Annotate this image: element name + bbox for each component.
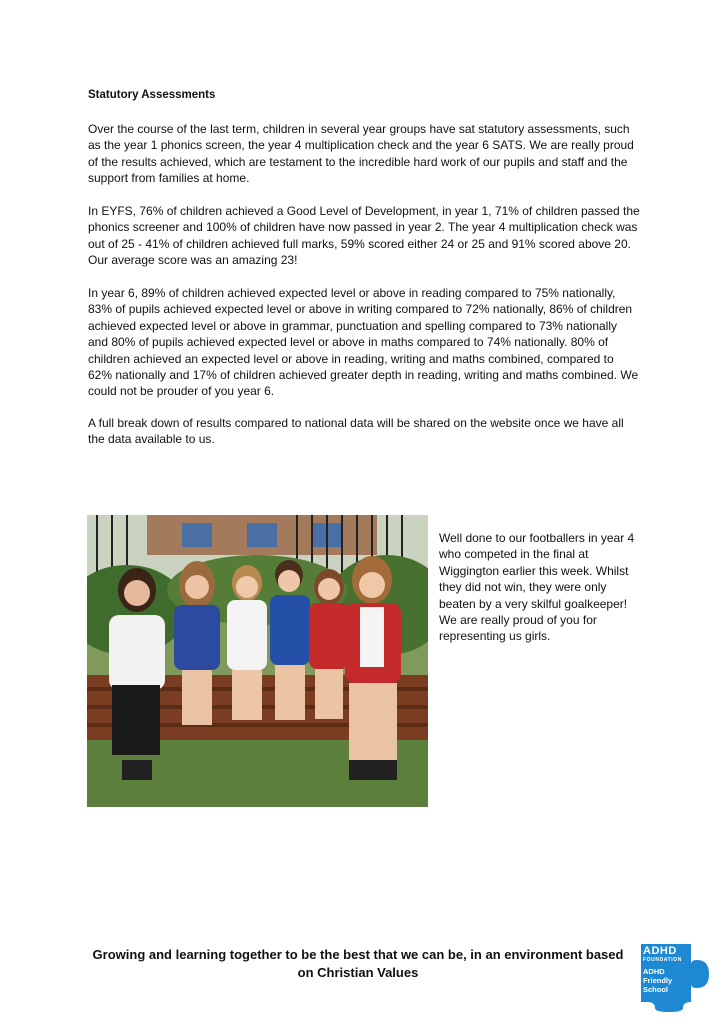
paragraph-eyfs-results: In EYFS, 76% of children achieved a Good Level of Development, in year 1, 71% of children passed the phonics screener and 100% of children have now passed in year 2. The year 4 multiplication check was out of 25 - 41% of children achieved full marks, 59% scored either 24 or 25 and 91% scored above 20. Our average score was an amazing 23! [88,204,640,268]
badge-line-2: Friendly [643,976,673,985]
footballers-team-photo [87,515,428,807]
badge-subtitle: FOUNDATION [643,957,682,963]
paragraph-year6-results: In year 6, 89% of children achieved expected level or above in reading compared to 75% nationally, 83% of pupils achieved expected level or above in writing compared to 72% nationally, 86% of children achieved expected level or above in grammar, punctuation and spelling compared to 73% nationally and 80% of pupils achieved expected level or above in maths compared to 74% nationally. 80% of children achieved an expected level or above in reading, writing and maths combined, compared to 62% nationally and 17% of children achieved greater depth in reading, writing and maths combined. We could not be prouder of you year 6. [88,286,639,399]
photo-caption: Well done to our footballers in year 4 who competed in the final at Wiggington earlier this week. Whilst they did not win, they were only beaten by a very skilful goalkeeper! We are really proud of you for representing us girls. [439,531,635,644]
badge-line-3: School [643,985,669,994]
paragraph-intro: Over the course of the last term, children in several year groups have sat statutory assessments, such as the year 1 phonics screen, the year 4 multiplication check and the year 6 SATS. We are really proud of the results achieved, which are testament to the incredible hard work of our pupils and staff and the support from families at home. [88,122,634,186]
section-heading: Statutory Assessments [88,89,216,101]
paragraph-full-results-note: A full break down of results compared to national data will be shared on the website once we have all the data available to us. [88,416,624,447]
badge-title: ADHD [643,945,677,957]
badge-line-1: ADHD [643,967,665,976]
school-motto: Growing and learning together to be the best that we can be, in an environment based on Christian Values [92,947,624,980]
adhd-friendly-school-logo [639,942,711,1012]
